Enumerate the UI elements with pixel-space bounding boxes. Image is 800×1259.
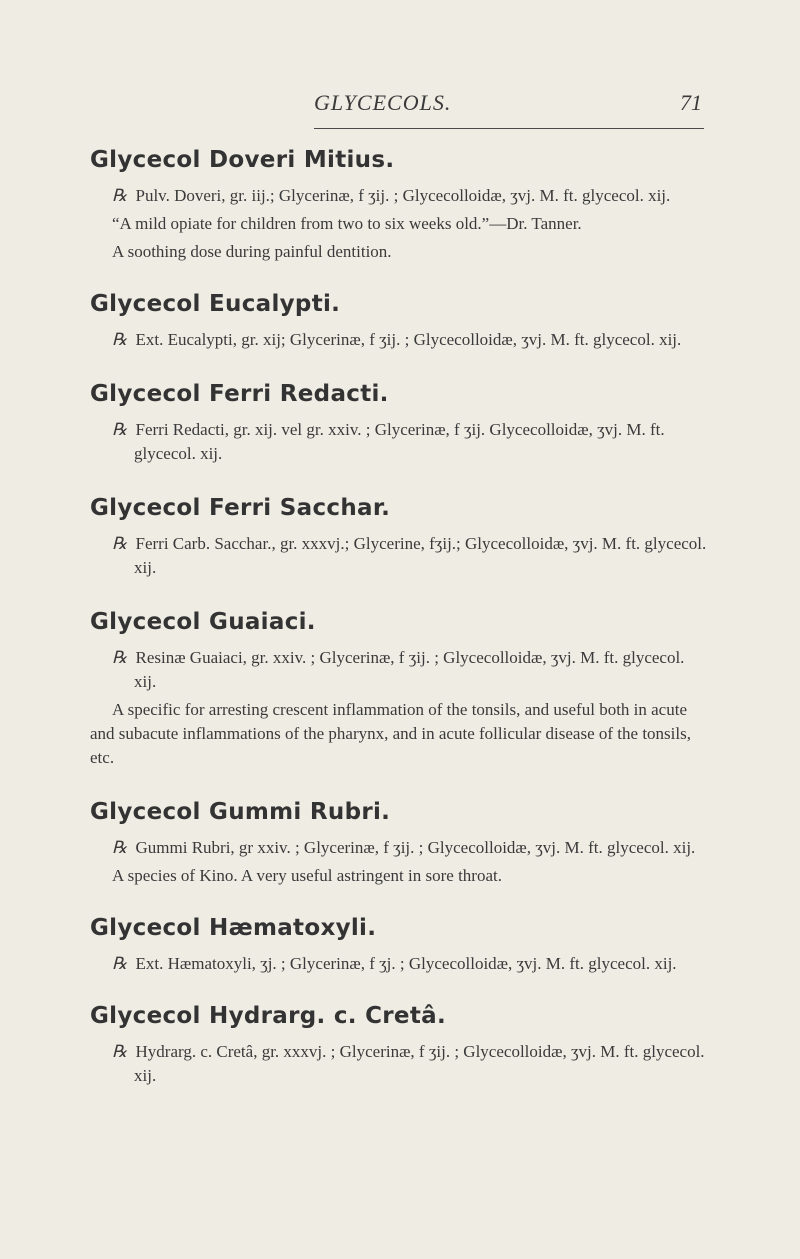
prescription	[112, 952, 710, 976]
rx-symbol-icon: ℞	[112, 420, 128, 439]
rx-symbol-icon: ℞	[112, 1042, 128, 1061]
prescription	[112, 836, 710, 860]
entry-title: Glycecol Eucalypti.	[90, 291, 341, 317]
rx-symbol-icon: ℞	[112, 838, 128, 857]
running-title: GLYCECOLS.	[314, 90, 452, 115]
entry-ferri-redacti	[90, 380, 710, 466]
entry-hydrarg-creta	[90, 1002, 710, 1088]
prescription	[112, 646, 710, 694]
entry-guaiaci	[90, 608, 710, 770]
entry-title: Glycecol Ferri Sacchar.	[90, 495, 391, 521]
rx-symbol-icon: ℞	[112, 534, 128, 553]
entry-note: A species of Kino. A very useful astringent in sore throat.	[112, 866, 502, 885]
rx-symbol-icon: ℞	[112, 954, 128, 973]
prescription-text: Gummi Rubri, gr xxiv. ; Glycerinæ, f ʒij. ; Glycecolloidæ, ʒvj. M. ft. glycecol. xij.	[135, 838, 696, 857]
header-rule	[314, 128, 704, 129]
entry-title: Glycecol Doveri Mitius.	[90, 147, 395, 173]
rx-symbol-icon: ℞	[112, 648, 128, 667]
entry-ferri-sacchar	[90, 494, 710, 580]
entry-note: A specific for arresting crescent inflammation of the tonsils, and useful both in acute and subacute inflammations of the pharynx, and in acute follicular disease of the tonsils, etc.	[90, 700, 691, 767]
prescription	[112, 1040, 710, 1088]
entry-eucalypti	[90, 290, 710, 352]
prescription-text: Ext. Hæmatoxyli, ʒj. ; Glycerinæ, f ʒj. ; Glycecolloidæ, ʒvj. M. ft. glycecol. xij.	[135, 954, 677, 973]
entry-doveri-mitius	[90, 146, 710, 264]
entry-title: Glycecol Ferri Redacti.	[90, 381, 389, 407]
prescription-text: Ext. Eucalypti, gr. xij; Glycerinæ, f ʒij. ; Glycecolloidæ, ʒvj. M. ft. glycecol. xij.	[135, 330, 682, 349]
entry-title: Glycecol Gummi Rubri.	[90, 799, 391, 825]
page-body	[90, 146, 710, 1088]
page-number: 71	[680, 90, 702, 115]
prescription-text: Ferri Carb. Sacchar., gr. xxxvj.; Glycerine, fʒij.; Glycecolloidæ, ʒvj. M. ft. glycecol. xij.	[134, 534, 707, 577]
entry-title: Glycecol Guaiaci.	[90, 609, 316, 635]
prescription	[112, 532, 710, 580]
prescription-text: Hydrarg. c. Cretâ, gr. xxxvj. ; Glycerinæ, f ʒij. ; Glycecolloidæ, ʒvj. M. ft. glycecol. xij.	[134, 1042, 705, 1085]
entry-note: A soothing dose during painful dentition.	[112, 242, 392, 261]
rx-symbol-icon: ℞	[112, 330, 128, 349]
prescription-text: Pulv. Doveri, gr. iij.; Glycerinæ, f ʒij. ; Glycecolloidæ, ʒvj. M. ft. glycecol. xij.	[135, 186, 671, 205]
prescription	[112, 328, 710, 352]
entry-haematoxyli	[90, 914, 710, 976]
rx-symbol-icon: ℞	[112, 186, 128, 205]
entry-gummi-rubri	[90, 798, 710, 888]
prescription	[112, 184, 710, 208]
entry-note: “A mild opiate for children from two to six weeks old.”—Dr. Tanner.	[112, 214, 582, 233]
prescription	[112, 418, 710, 466]
entry-title: Glycecol Hydrarg. c. Cretâ.	[90, 1003, 446, 1029]
prescription-text: Ferri Redacti, gr. xij. vel gr. xxiv. ; Glycerinæ, f ʒij. Glycecolloidæ, ʒvj. M. ft. glycecol. xij.	[134, 420, 665, 463]
entry-title: Glycecol Hæmatoxyli.	[90, 915, 377, 941]
prescription-text: Resinæ Guaiaci, gr. xxiv. ; Glycerinæ, f ʒij. ; Glycecolloidæ, ʒvj. M. ft. glycecol. xij.	[134, 648, 685, 691]
